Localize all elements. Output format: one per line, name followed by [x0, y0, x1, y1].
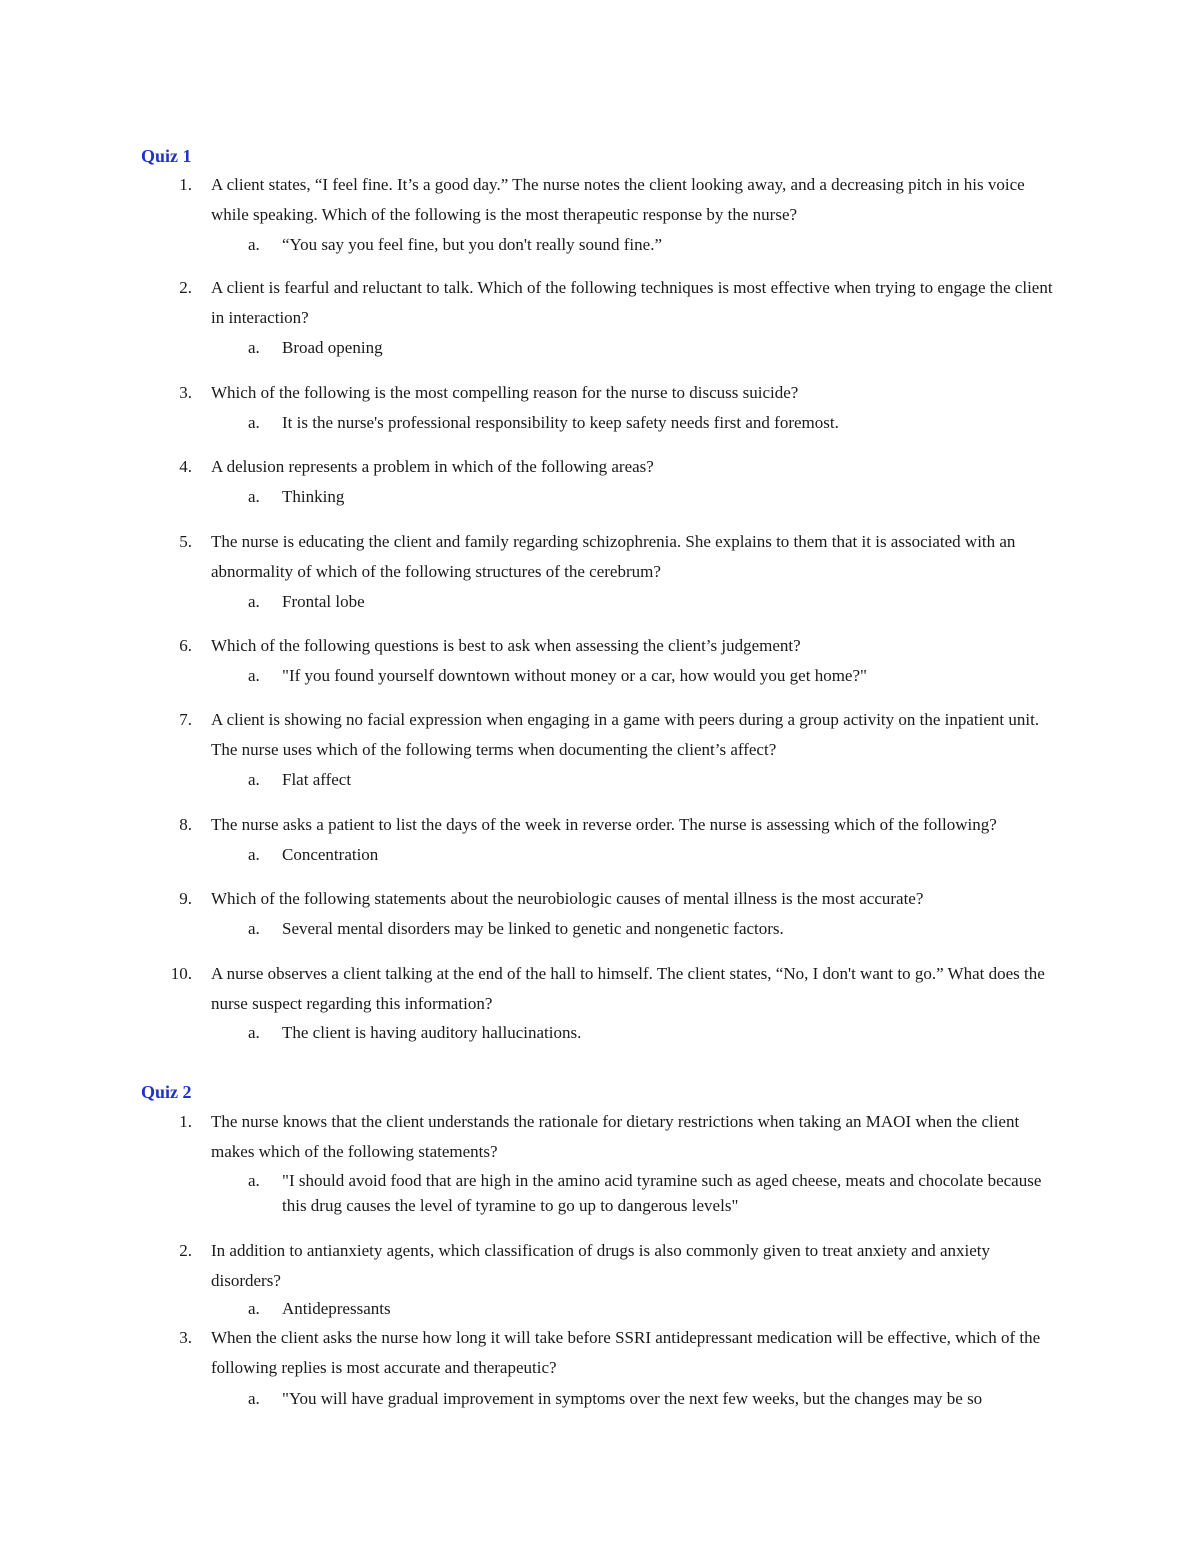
question-number: 4. — [179, 457, 192, 476]
question-number: 3. — [179, 383, 192, 402]
question-text: Which of the following is the most compelling reason for the nurse to discuss suicide? — [211, 383, 799, 402]
answer-letter: a. — [248, 338, 260, 357]
answer-letter: a. — [248, 919, 260, 938]
question-number: 1. — [179, 1112, 192, 1131]
question-text: The nurse knows that the client understands the rationale for dietary restrictions when taking an MAOI when the client makes which of the following statements? — [211, 1112, 1020, 1161]
answer-text: The client is having auditory hallucinations. — [282, 1023, 582, 1042]
question-text: A client states, “I feel fine. It’s a good day.” The nurse notes the client looking away, and a decreasing pitch in his voice while speaking. Which of the following is the most therapeutic response by the nurse? — [211, 175, 1025, 224]
answer-letter: a. — [248, 413, 260, 432]
question-text: A nurse observes a client talking at the end of the hall to himself. The client states, “No, I don't want to go.” What does the nurse suspect regarding this information? — [211, 964, 1045, 1013]
question-text: A client is fearful and reluctant to talk. Which of the following techniques is most effective when trying to engage the client in interaction? — [211, 278, 1053, 327]
question-number: 8. — [179, 815, 192, 834]
answer-text: Broad opening — [282, 338, 383, 357]
answer-text: "If you found yourself downtown without money or a car, how would you get home?" — [282, 666, 867, 685]
answer-text: Thinking — [282, 487, 345, 506]
question-number: 3. — [179, 1328, 192, 1347]
answer-text: Concentration — [282, 845, 379, 864]
answer-text: It is the nurse's professional responsibility to keep safety needs first and foremost. — [282, 413, 839, 432]
answer-text: Flat affect — [282, 770, 352, 789]
question-text: When the client asks the nurse how long it will take before SSRI antidepressant medication will be effective, which of the following replies is most accurate and therapeutic? — [211, 1328, 1041, 1377]
answer-text: “You say you feel fine, but you don't really sound fine.” — [282, 235, 662, 254]
answer-text: Antidepressants — [282, 1299, 391, 1318]
answer-letter: a. — [248, 666, 260, 685]
question-number: 7. — [179, 710, 192, 729]
question-number: 6. — [179, 636, 192, 655]
answer-letter: a. — [248, 1389, 260, 1408]
question-text: The nurse is educating the client and family regarding schizophrenia. She explains to them that it is associated with an abnormality of which of the following structures of the cerebrum? — [211, 532, 1016, 581]
question-number: 2. — [179, 1241, 192, 1260]
answer-letter: a. — [248, 235, 260, 254]
question-number: 1. — [179, 175, 192, 194]
quiz-1-title: Quiz 1 — [141, 146, 192, 166]
question-number: 9. — [179, 889, 192, 908]
question-text: A client is showing no facial expression when engaging in a game with peers during a group activity on the inpatient unit. The nurse uses which of the following terms when documenting the client’s affect? — [211, 710, 1040, 759]
question-text: Which of the following statements about the neurobiologic causes of mental illness is the most accurate? — [211, 889, 924, 908]
answer-letter: a. — [248, 1299, 260, 1318]
question-text: Which of the following questions is best to ask when assessing the client’s judgement? — [211, 636, 801, 655]
answer-letter: a. — [248, 1171, 260, 1190]
answer-letter: a. — [248, 845, 260, 864]
answer-text: "I should avoid food that are high in the amino acid tyramine such as aged cheese, meats and chocolate because this drug causes the level of tyramine to go up to dangerous levels" — [282, 1171, 1042, 1215]
question-number: 2. — [179, 278, 192, 297]
quiz-2-title: Quiz 2 — [141, 1082, 192, 1102]
answer-letter: a. — [248, 1023, 260, 1042]
question-number: 5. — [179, 532, 192, 551]
question-text: In addition to antianxiety agents, which classification of drugs is also commonly given to treat anxiety and anxiety disorders? — [211, 1241, 990, 1290]
answer-text: Several mental disorders may be linked to genetic and nongenetic factors. — [282, 919, 784, 938]
question-text: The nurse asks a patient to list the days of the week in reverse order. The nurse is assessing which of the following? — [211, 815, 997, 834]
answer-letter: a. — [248, 592, 260, 611]
question-number: 10. — [170, 964, 192, 983]
answer-text: Frontal lobe — [282, 592, 365, 611]
question-text: A delusion represents a problem in which of the following areas? — [211, 457, 654, 476]
answer-text: "You will have gradual improvement in symptoms over the next few weeks, but the changes may be so — [282, 1389, 983, 1408]
answer-letter: a. — [248, 487, 260, 506]
answer-letter: a. — [248, 770, 260, 789]
